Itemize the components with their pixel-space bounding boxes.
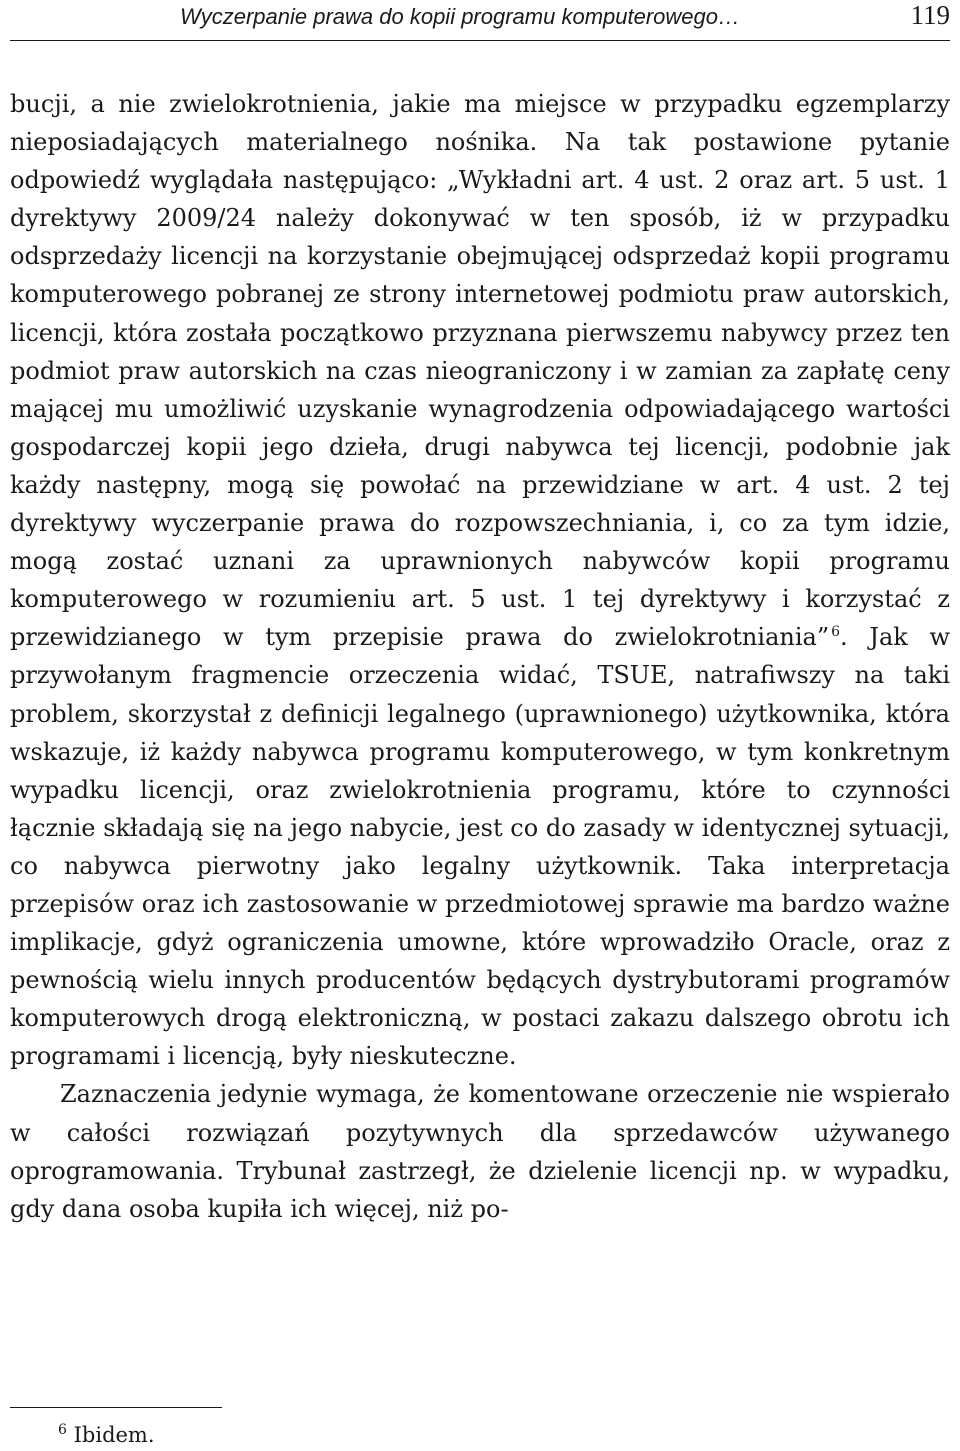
running-header: [10, 0, 950, 41]
page-number: 119: [910, 0, 950, 30]
paragraph: [10, 85, 950, 1075]
body-text: [10, 85, 950, 1228]
footnote-number: 6: [58, 1422, 67, 1438]
paragraph: Zaznaczenia jedynie wymaga, że komentowane orzeczenie nie wspierało w całości rozwiązań pozytywnych dla sprzedawców używanego oprogramowania. Trybunał zastrzegł, że dzielenie licencji np. w wypadku, gdy dana osoba kupiła ich więcej, niż po-: [10, 1080, 950, 1223]
footnote-divider: [10, 1407, 222, 1408]
footnote-text: Ibidem.: [73, 1423, 155, 1447]
running-header-title: Wyczerpanie prawa do kopii programu komputerowego…: [179, 4, 740, 29]
document-page: [10, 0, 950, 1451]
paragraph-text: . Jak w przywołanym fragmencie orzeczenia widać, TSUE, natrafiwszy na taki problem, skorzystał z definicji legalnego (uprawnionego) użytkownika, która wskazuje, iż każdy nabywca programu komputerowego, w tym konkretnym wypadku licencji, oraz zwielokrotnienia programu, które to czynności łącznie składają się na jego nabycie, jest co do zasady w identycznej sytuacji, co nabywca pierwotny jako legalny użytkownik. Taka interpretacja przepisów oraz ich zastosowanie w przedmiotowej sprawie ma bardzo ważne implikacje, gdyż ograniczenia umowne, które wprowadziło Oracle, oraz z pewnością wielu innych producentów będących dystrybutorami programów komputerowych drogą elektroniczną, w postaci zakazu dalszego obrotu ich programami i licencją, były nieskuteczne.: [10, 623, 951, 1071]
footnote: [58, 1422, 155, 1448]
footnote-reference[interactable]: 6: [831, 624, 841, 641]
paragraph-text: bucji, a nie zwielokrotnienia, jakie ma miejsce w przypadku egzemplarzy nieposiadających materialnego nośnika. Na tak postawione pytanie odpowiedź wyglądała następująco: „Wykładni art. 4 ust. 2 oraz art. 5 ust. 1 dyrektywy 2009/24 należy dokonywać w ten sposób, iż w przypadku odsprzedaży licencji na korzystanie obejmującej odsprzedaż kopii programu komputerowego pobranej ze strony internetowej podmiotu praw autorskich, licencji, która została początkowo przyznana pierwszemu nabywcy przez ten podmiot praw autorskich na czas nieograniczony i w zamian za zapłatę ceny mającej mu umożliwić uzyskanie wynagrodzenia odpowiadającego wartości gospodarczej kopii jego dzieła, drugi nabywca tej licencji, podobnie jak każdy następny, mogą się powołać na przewidziane w art. 4 ust. 2 tej dyrektywy wyczerpanie prawa do rozpowszechniania, i, co za tym idzie, mogą zostać uznani za uprawnionych nabywców kopii programu komputerowego w rozumieniu art. 5 ust. 1 tej dyrektywy i korzystać z przewidzianego w tym przepisie prawa do zwielokrotniania”: [10, 90, 950, 652]
